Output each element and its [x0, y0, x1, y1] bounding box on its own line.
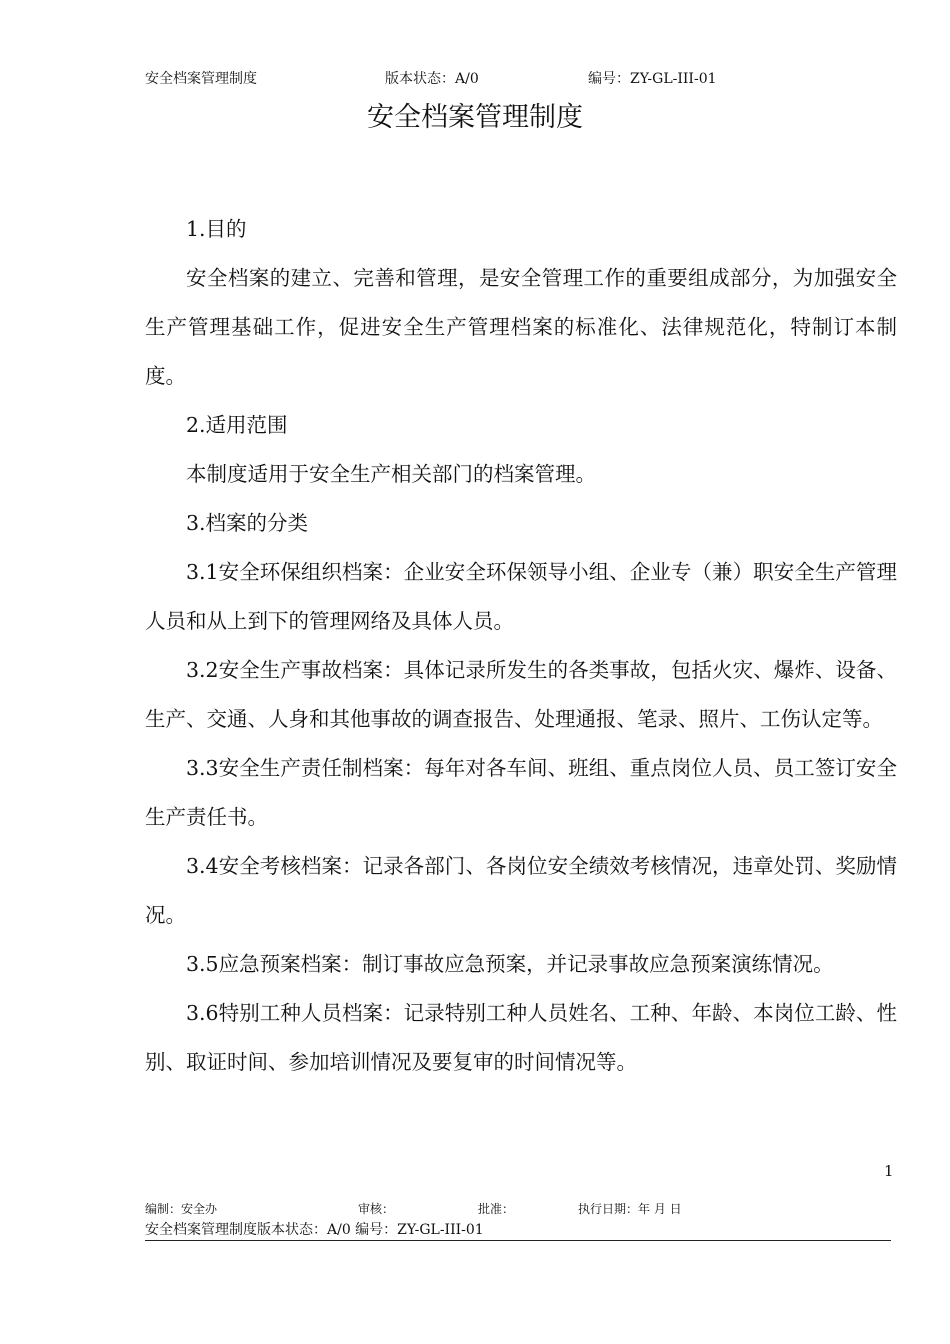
header-version: 版本状态：A/0 — [385, 71, 479, 87]
paragraph-3-3: 3.3安全生产责任制档案：每年对各车间、班组、重点岗位人员、员工签订安全生产责任书。 — [145, 756, 897, 829]
document-body — [145, 205, 897, 1087]
paragraph-3-4: 3.4安全考核档案：记录各部门、各岗位安全绩效考核情况，违章处罚、奖励情况。 — [145, 854, 897, 927]
footer-reviewed: 审核： — [358, 1202, 395, 1216]
footer-approved: 批准： — [478, 1202, 515, 1216]
next-page-header: 安全档案管理制度版本状态：A/0 编号：ZY-GL-III-01 — [145, 1222, 484, 1238]
section-heading-scope: 2.适用范围 — [186, 413, 288, 437]
header-number: 编号：ZY-GL-III-01 — [588, 71, 717, 87]
section-heading-classification: 3.档案的分类 — [186, 511, 309, 535]
footer-prepared: 编制：安全办 — [145, 1202, 218, 1216]
page-number: 1 — [884, 1162, 894, 1180]
footer-effective-date: 执行日期：年 月 日 — [578, 1202, 682, 1216]
paragraph-scope: 本制度适用于安全生产相关部门的档案管理。 — [186, 462, 596, 486]
footer-divider — [145, 1240, 891, 1241]
paragraph-3-2: 3.2安全生产事故档案：具体记录所发生的各类事故，包括火灾、爆炸、设备、生产、交通、人身和其他事故的调查报告、处理通报、笔录、照片、工伤认定等。 — [145, 658, 897, 731]
section-heading-purpose: 1.目的 — [186, 217, 247, 241]
paragraph-3-5: 3.5应急预案档案：制订事故应急预案，并记录事故应急预案演练情况。 — [186, 952, 834, 976]
paragraph-3-1: 3.1安全环保组织档案：企业安全环保领导小组、企业专（兼）职安全生产管理人员和从上到下的管理网络及具体人员。 — [145, 560, 897, 633]
paragraph-3-6: 3.6特别工种人员档案：记录特别工种人员姓名、工种、年龄、本岗位工龄、性别、取证时间、参加培训情况及要复审的时间情况等。 — [145, 1001, 897, 1074]
paragraph-purpose: 安全档案的建立、完善和管理，是安全管理工作的重要组成部分，为加强安全生产管理基础工作，促进安全生产管理档案的标准化、法律规范化，特制订本制度。 — [145, 266, 897, 388]
header-doc-name: 安全档案管理制度 — [145, 71, 257, 87]
document-title: 安全档案管理制度 — [367, 102, 583, 133]
